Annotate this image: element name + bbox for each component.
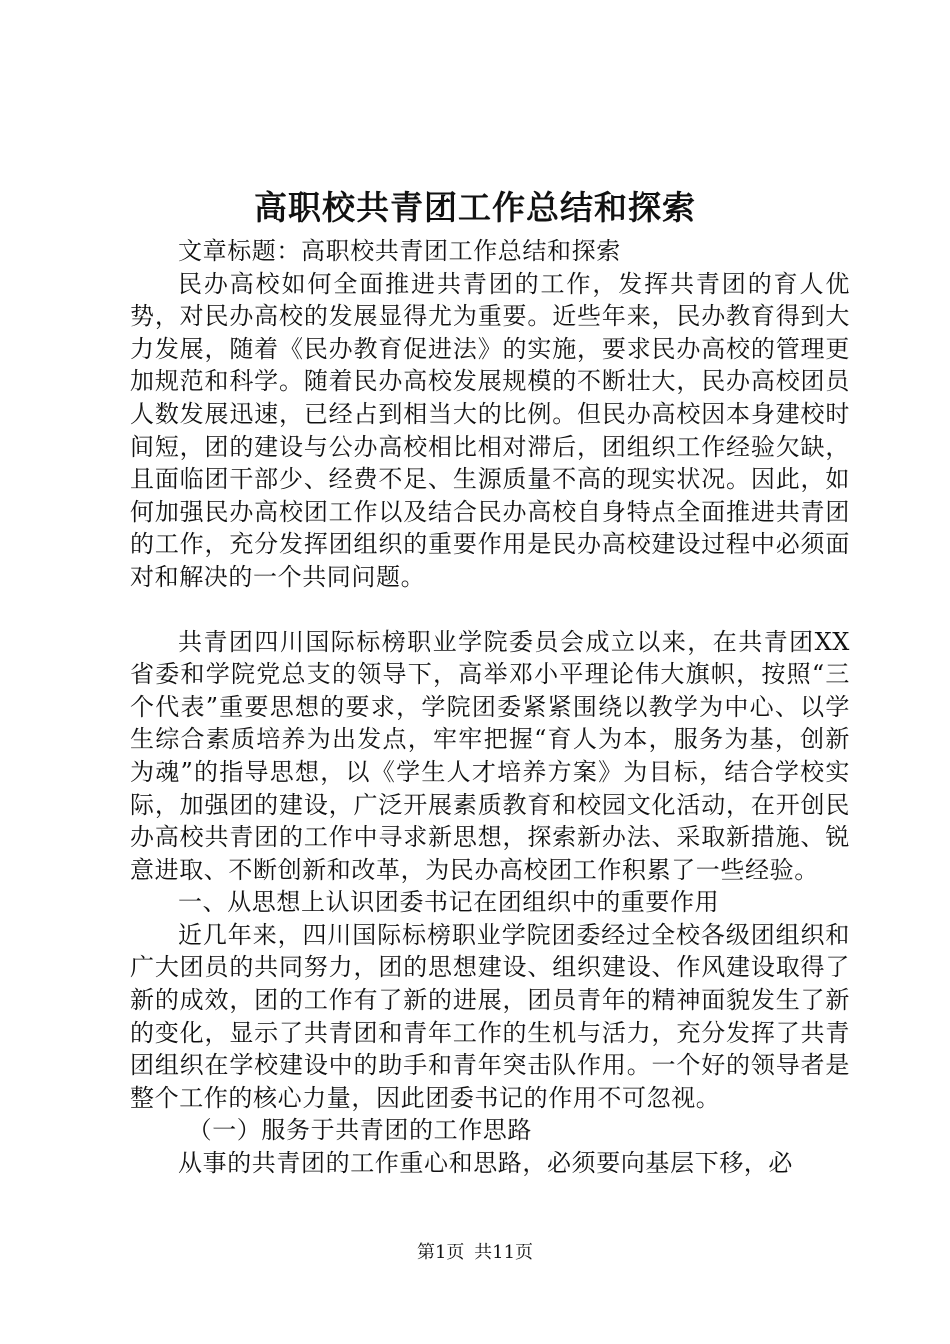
document-body [130, 235, 850, 1180]
paragraph-work-focus: 从事的共青团的工作重心和思路，必须要向基层下移，必 [178, 1149, 793, 1178]
paragraph-intro: 民办高校如何全面推进共青团的工作，发挥共青团的育人优势，对民办高校的发展显得尤为重要。近些年来，民办教育得到大力发展，随着《民办教育促进法》的实施，要求民办高校的管理更加规范和科学。随着民办高校发展规模的不断壮大，民办高校团员人数发展迅速，已经占到相当大的比例。但民办高校因本身建校时间短，团的建设与公办高校相比相对滞后，团组织工作经验欠缺，且面临团干部少、经费不足、生源质量不高的现实状况。因此，如何加强民办高校团工作以及结合民办高校自身特点全面推进共青团的工作，充分发挥团组织的重要作用是民办高校建设过程中必须面对和解决的一个共同问题。 [130, 269, 850, 591]
document-title: 高职校共青团工作总结和探索 [254, 188, 696, 227]
subsection-heading-1: （一）服务于共青团的工作思路 [187, 1116, 532, 1145]
page-total: 共11页 [474, 1242, 534, 1263]
paragraph-recent-years: 近几年来，四川国际标榜职业学院团委经过全校各级团组织和广大团员的共同努力，团的思想建设、组织建设、作风建设取得了新的成效，团的工作有了新的进展，团员青年的精神面貌发生了新的变化，显示了共青团和青年工作的生机与活力，充分发挥了共青团组织在学校建设中的助手和青年突击队作用。一个好的领导者是整个工作的核心力量，因此团委书记的作用不可忽视。 [130, 920, 850, 1112]
page-number: 第1页 [416, 1242, 465, 1263]
section-heading-1: 一、从思想上认识团委书记在团组织中的重要作用 [178, 888, 720, 917]
paragraph-committee: 共青团四川国际标榜职业学院委员会成立以来，在共青团XX省委和学院党总支的领导下，高举邓小平理论伟大旗帜，按照“三个代表”重要思想的要求，学院团委紧紧围绕以教学为中心、以学生综合素质培养为出发点，牢牢把握“育人为本，服务为基，创新为魂”的指导思想，以《学生人才培养方案》为目标，结合学校实际，加强团的建设，广泛开展素质教育和校园文化活动，在开创民办高校共青团的工作中寻求新思想，探索新办法、采取新措施、锐意进取、不断创新和改革，为民办高校团工作积累了一些经验。 [130, 627, 850, 884]
page-footer [0, 1241, 950, 1265]
article-title-line: 文章标题：高职校共青团工作总结和探索 [178, 237, 621, 265]
